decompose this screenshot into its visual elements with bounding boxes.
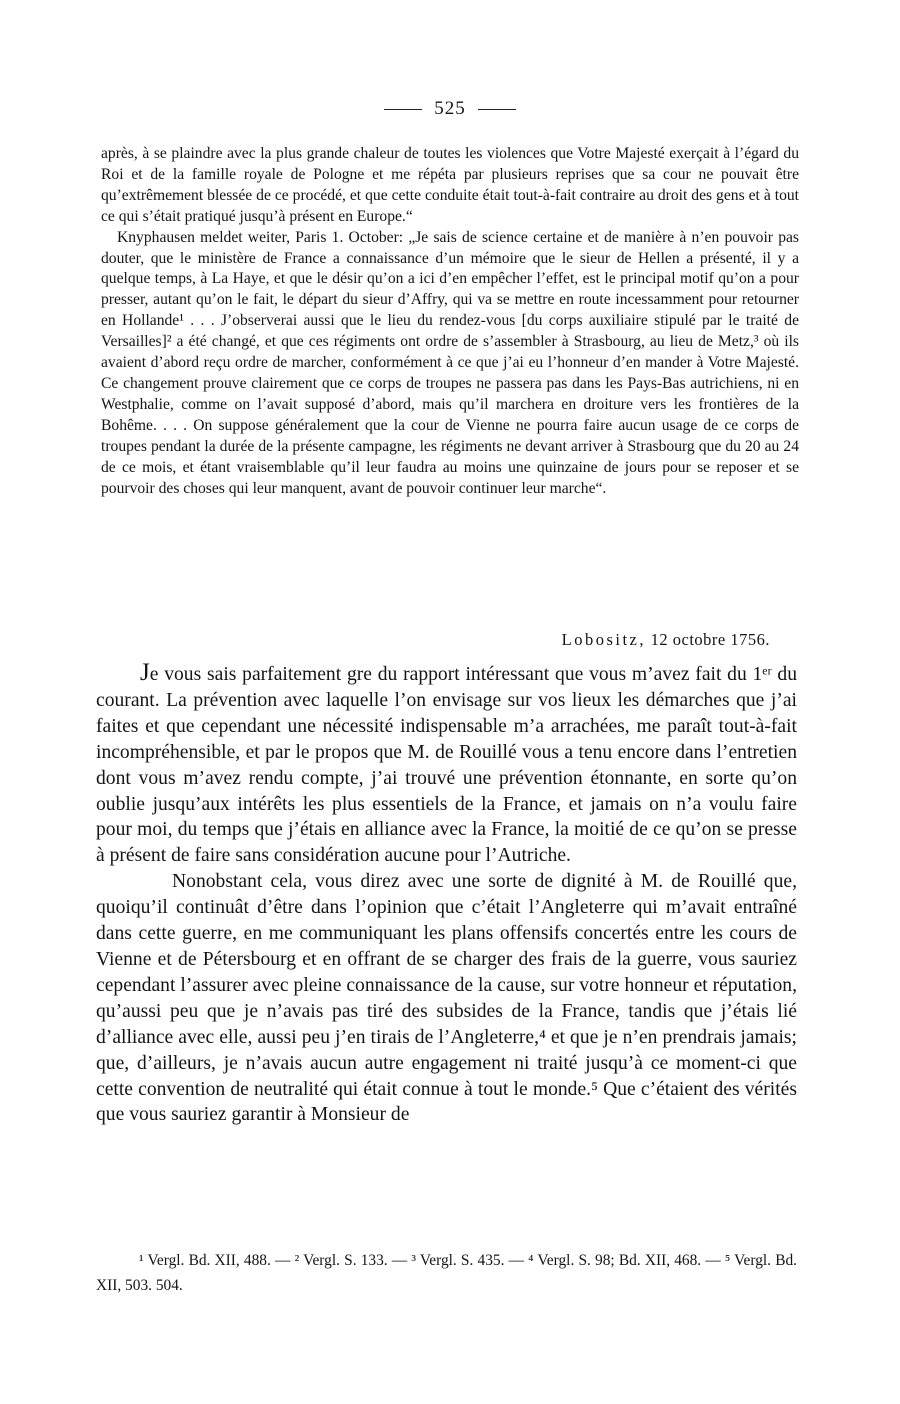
letter-dateline (562, 630, 770, 650)
letter-paragraph-1-text: e vous sais parfaitement gre du rapport intéressant que vous m’avez fait du 1ᵉʳ du courant. La prévention avec laquelle l’on envisage sur vos lieux les démarches que j’ai faites et que cependant une nécessité indispensable m’a arrachées, me paraît tout-à-fait incompréhensible, et par le propos que M. de Rouillé vous a tenu encore dans l’entretien dont vous m’avez rendu compte, j’ai trouvé une prévention étonnante, en sorte qu’on oublie jusqu’aux intérêts les plus essentiels de la France, et jamais on n’a voulu faire pour moi, du temps que j’étais en alliance avec la France, la moitié de ce qu’on se presse à présent de faire sans considération aucune pour l’Autriche. (96, 664, 797, 867)
page-header (0, 98, 900, 120)
dateline-date: 12 octobre 1756. (650, 630, 770, 649)
quoted-paragraph-2: Knyphausen meldet weiter, Paris 1. October: „Je sais de science certaine et de manière à n’en pouvoir pas douter, que le ministère de France a connaissance d’un mémoire que le sieur de Hellen a présenté, il y a quelque temps, à La Haye, et que le désir qu’on a ici d’en empêcher l’effet, est le principal motif qu’on a pour presser, autant qu’on le fait, le départ du sieur d’Affry, qui va se mettre en route incessamment pour retourner en Hollande¹ . . . J’observerai aussi que le lieu du rendez-vous [du corps auxiliaire stipulé par le traité de Versailles]² a été changé, et que ces régiments ont ordre de s’assembler à Strasbourg, au lieu de Metz,³ où ils avaient d’abord reçu ordre de marcher, conformément à ce que j’ai eu l’honneur d’en mander à Votre Majesté. Ce changement prouve clairement que ce corps de troupes ne passera pas dans les Pays-Bas autrichiens, ni en Westphalie, comme on l’avait supposé d’abord, mais qu’il marchera en droiture vers les frontières de la Bohême. . . . On suppose généralement que la cour de Vienne ne pourra faire aucun usage de ce corps de troupes pendant la durée de la présente campagne, les régiments ne devant arriver à Strasbourg que du 20 au 24 de ce mois, et étant vraisemblable qu’il leur faudra au moins une quinzaine de jours pour se reposer et se pourvoir des choses qui leur manquent, avant de pouvoir continuer leur marche“. (101, 228, 799, 497)
letter-body (96, 660, 797, 1128)
letter-paragraph-1 (96, 660, 797, 869)
header-rule-left (384, 109, 422, 110)
dateline-place: Lobositz, (561, 630, 647, 649)
footnotes (96, 1248, 797, 1298)
footnotes-text: ¹ Vergl. Bd. XII, 488. — ² Vergl. S. 133. — ³ Vergl. S. 435. — ⁴ Vergl. S. 98; Bd. XII, 468. — ⁵ Vergl. Bd. XII, 503. 504. (96, 1252, 797, 1294)
letter-paragraph-2: Nonobstant cela, vous direz avec une sorte de dignité à M. de Rouillé que, quoiqu’il continuât d’être dans l’opinion que c’était l’Angleterre qui m’avait entraîné dans cette guerre, en me communiquant les plans offensifs concertés entre les cours de Vienne et de Pétersbourg et en offrant de se charger des frais de la guerre, vous sauriez cependant l’assurer avec pleine connaissance de la cause, sur votre honneur et réputation, qu’aussi peu que je n’avais pas tiré des subsides de la France, tandis que j’étais lié d’alliance avec elle, aussi peu j’en tirais de l’Angleterre,⁴ et que je n’en prendrais jamais; que, d’ailleurs, je n’avais aucun autre engagement ni traité jusqu’à ce moment-ci que cette convention de neutralité qui était connue à tout le monde.⁵ Que c’étaient des vérités que vous sauriez garantir à Monsieur de (96, 871, 797, 1126)
page-number: 525 (434, 98, 466, 119)
header-rule-right (478, 109, 516, 110)
initial-letter: J (140, 659, 150, 686)
quoted-paragraph-1: après, à se plaindre avec la plus grande chaleur de toutes les violences que Votre Majesté exerçait à l’égard du Roi et de la famille royale de Pologne et me répéta par plusieurs reprises que sa cour ne pouvait être qu’extrêmement blessée de ce procédé, et que cette conduite était tout-à-fait contraire au droit des gens et à tout ce qui s’était pratiqué jusqu’à présent en Europe.“ (101, 145, 799, 225)
quoted-report-block (101, 144, 799, 499)
